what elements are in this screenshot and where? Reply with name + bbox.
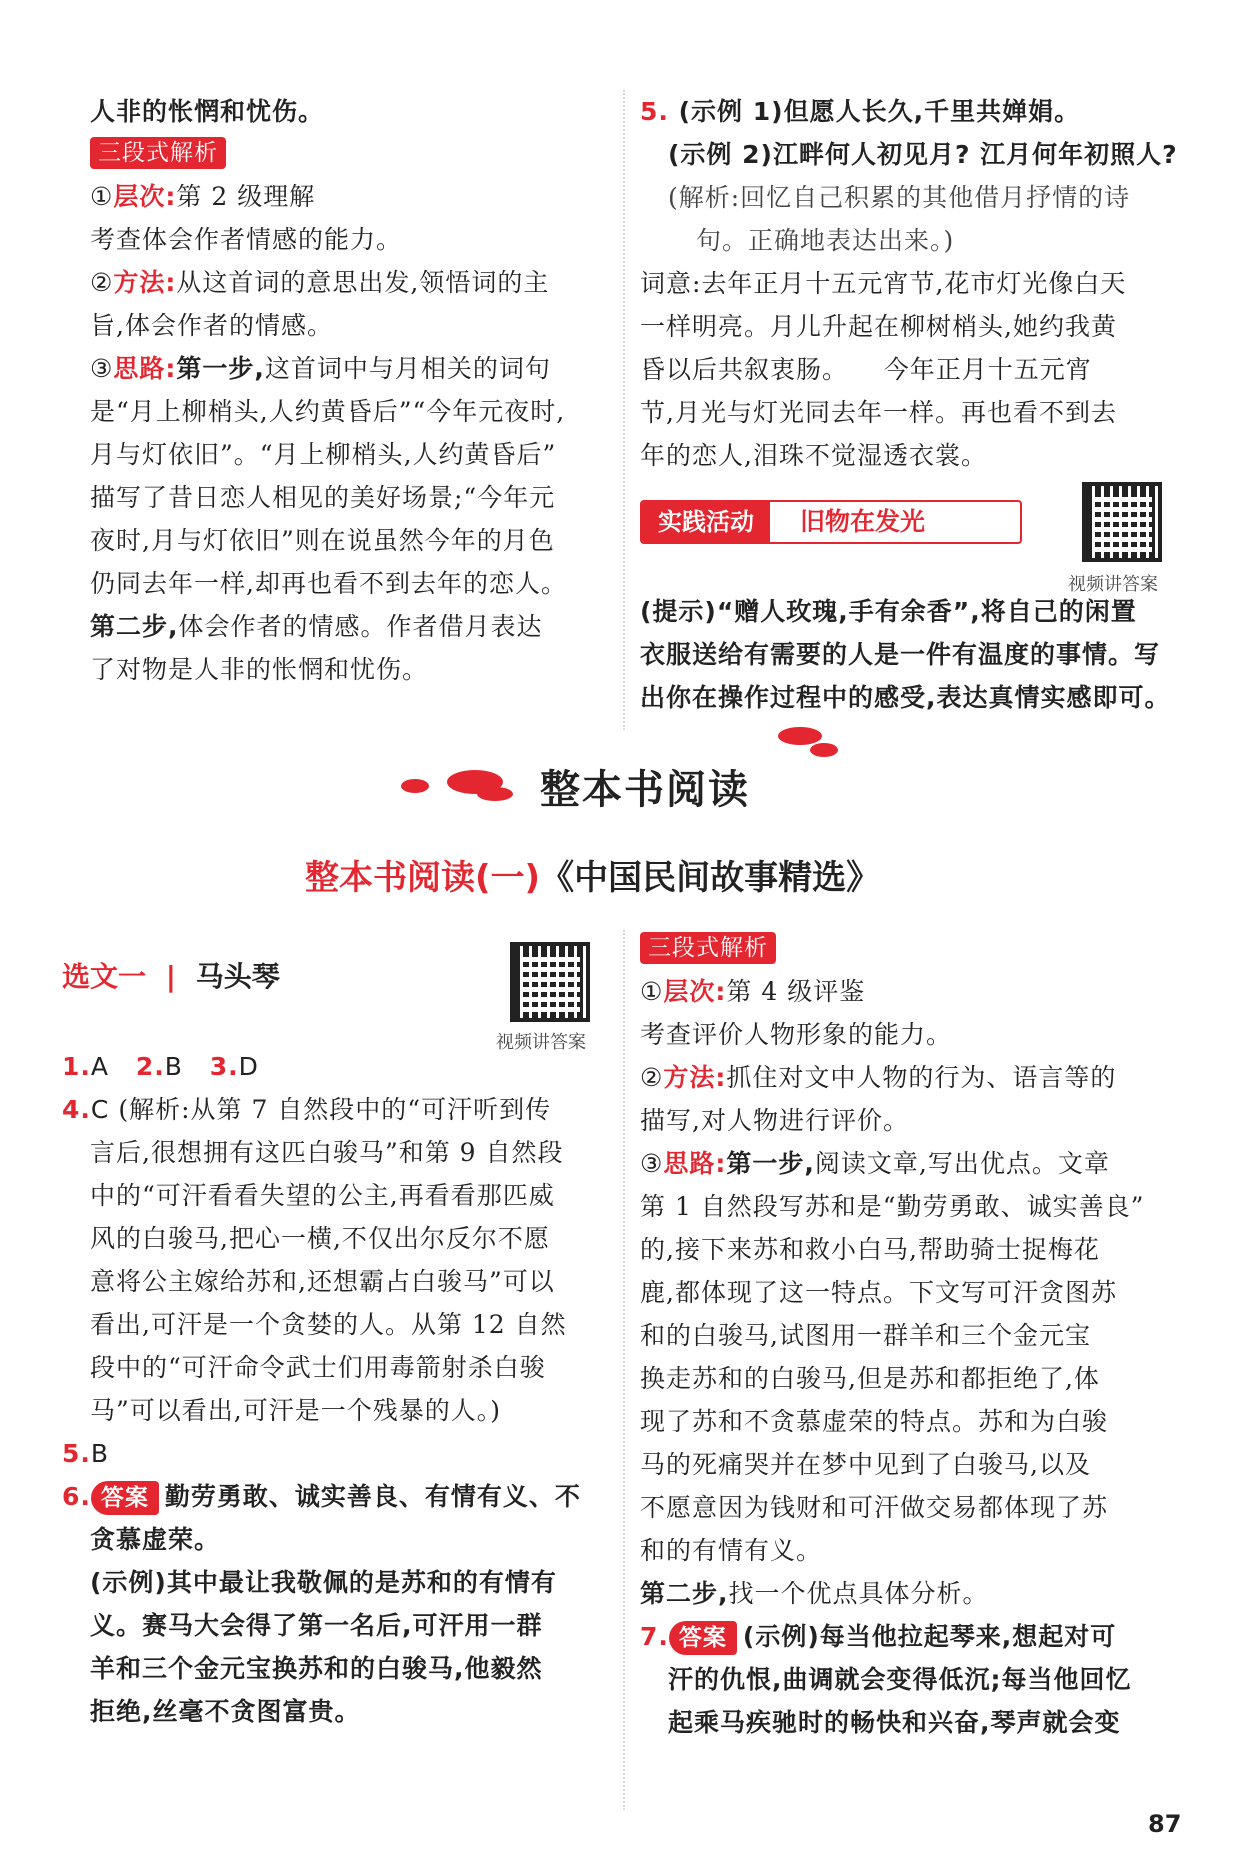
q6-example-2: 义。赛马大会得了第一名后,可汗用一群: [90, 1611, 543, 1640]
idea-line-2: 是“月上柳梢头,人约黄昏后”“今年元夜时,: [90, 397, 566, 426]
method-line-1: ②方法:从这首词的意思出发,领悟词的主: [90, 268, 550, 297]
q6-line-1: 6. 答案 勤劳勇敢、诚实善良、有情有义、不: [62, 1475, 607, 1518]
ciyi-line-2: 一样明亮。月儿升起在柳树梢头,她约我黄: [640, 312, 1117, 341]
choice-separator: |: [165, 960, 176, 993]
ciyi-line-3: 昏以后共叙衷肠。 今年正月十五元宵: [640, 355, 1092, 384]
q7-line-3: 起乘马疾驰时的畅快和兴奋,琴声就会变: [668, 1708, 1121, 1737]
idea-line-1: ③思路:第一步,这首词中与月相关的词句: [90, 354, 551, 383]
banner-title: 旧物在发光: [800, 507, 926, 536]
idea-step2-line-2: 了对物是人非的怅惘和忧伤。: [90, 655, 429, 684]
hint-block: [640, 590, 1180, 719]
q5-line-1: 5. (示例 1)但愿人长久,千里共婵娟。: [640, 97, 1081, 126]
q5-answer: 5.B: [62, 1439, 110, 1468]
rb-level-line: ①层次:第 4 级评鉴: [640, 977, 866, 1006]
rb-idea-line-2: 第 1 自然段写苏和是“勤劳勇敢、诚实善良”: [640, 1192, 1145, 1221]
q5-line-2: (示例 2)江畔何人初见月? 江月何年初照人?: [668, 140, 1178, 169]
choice-label: 选文一: [62, 960, 147, 993]
rb-method-line-2: 描写,对人物进行评价。: [640, 1106, 909, 1135]
choice-heading: [62, 955, 280, 995]
q6-line-2: 贪慕虚荣。: [90, 1525, 221, 1554]
rb-idea-line-9: 不愿意因为钱财和可汗做交易都体现了苏: [640, 1493, 1109, 1522]
continuation-line: 人非的怅惘和忧伤。: [90, 97, 325, 126]
bottom-column-divider: [623, 930, 625, 1810]
top-column-divider: [623, 90, 625, 730]
rb-idea-line-3: 的,接下来苏和救小白马,帮助骑士捉梅花: [640, 1235, 1100, 1264]
hint-line-1: (提示)“赠人玫瑰,手有余香”,将自己的闲置: [640, 597, 1137, 626]
q4-line-1: 4.C (解析:从第 7 自然段中的“可汗听到传: [62, 1095, 552, 1124]
q5-analysis-1: (解析:回忆自己积累的其他借月抒情的诗: [668, 183, 1131, 212]
q7-line-2: 汗的仇恨,曲调就会变得低沉;每当他回忆: [668, 1665, 1132, 1694]
rb-idea-line-1: ③思路:第一步,阅读文章,写出优点。文章: [640, 1149, 1110, 1178]
practice-banner: [640, 500, 1022, 544]
hint-line-3: 出你在操作过程中的感受,表达真情实感即可。: [640, 683, 1171, 712]
rb-idea-line-6: 换走苏和的白骏马,但是苏和都拒绝了,体: [640, 1364, 1100, 1393]
page-number: 87: [1148, 1810, 1182, 1838]
answers-1-3: 1.A 2.B 3.D: [62, 1052, 259, 1081]
q4-line-5: 意将公主嫁给苏和,还想霸占白骏马”可以: [90, 1267, 555, 1296]
rb-idea-line-5: 和的白骏马,试图用一群羊和三个金元宝: [640, 1321, 1091, 1350]
idea-line-6: 仍同去年一样,却再也看不到去年的恋人。: [90, 569, 567, 598]
ciyi-line-1: 词意:去年正月十五元宵节,花市灯光像白天: [640, 269, 1127, 298]
qr-label-2: 视频讲答案: [496, 1032, 586, 1053]
left-bottom-column: [62, 1045, 607, 1733]
idea-line-3: 月与灯依旧”。“月上柳梢头,人约黄昏后”: [90, 440, 557, 469]
q7-line-1: 7. 答案 (示例)每当他拉起琴来,想起对可: [640, 1615, 1185, 1658]
qr-code-icon-2[interactable]: [510, 942, 590, 1022]
ciyi-line-4: 节,月光与灯光同去年一样。再也看不到去: [640, 398, 1117, 427]
section-title: 整本书阅读: [540, 767, 750, 813]
ciyi-line-5: 年的恋人,泪珠不觉湿透衣裳。: [640, 441, 987, 470]
method-line-2: 旨,体会作者的情感。: [90, 311, 333, 340]
rb-idea-step2: 第二步,找一个优点具体分析。: [640, 1579, 989, 1608]
right-bottom-column: [640, 932, 1185, 1744]
qr-code-icon[interactable]: [1082, 482, 1162, 562]
qr-label: 视频讲答案: [1068, 574, 1158, 595]
analysis-tag-2: 三段式解析: [640, 932, 776, 964]
q5-analysis-2: 句。正确地表达出来。): [696, 226, 955, 255]
hint-line-2: 衣服送给有需要的人是一件有温度的事情。写: [640, 640, 1161, 669]
subtitle-black: 《中国民间故事精选》: [540, 858, 881, 898]
q6-example-1: (示例)其中最让我敬佩的是苏和的有情有: [90, 1568, 557, 1597]
q4-line-2: 言后,很想拥有这匹白骏马”和第 9 自然段: [90, 1138, 564, 1167]
level-desc: 考查体会作者情感的能力。: [90, 225, 403, 254]
answer-tag-2: 答案: [669, 1621, 737, 1655]
q6-example-3: 羊和三个金元宝换苏和的白骏马,他毅然: [90, 1654, 543, 1683]
level-line: ①层次:第 2 级理解: [90, 182, 316, 211]
rb-idea-line-10: 和的有情有义。: [640, 1536, 823, 1565]
idea-line-4: 描写了昔日恋人相见的美好场景;“今年元: [90, 483, 556, 512]
q4-line-3: 中的“可汗看看失望的公主,再看看那匹威: [90, 1181, 555, 1210]
rb-idea-line-8: 马的死痛哭并在梦中见到了白骏马,以及: [640, 1450, 1091, 1479]
q6-example-4: 拒绝,丝毫不贪图富贵。: [90, 1697, 361, 1726]
cloud-icon-right: [772, 722, 842, 762]
subtitle-red: 整本书阅读(一): [305, 858, 541, 898]
left-top-column: [90, 90, 610, 691]
q4-line-8: 马”可以看出,可汗是一个残暴的人。): [90, 1396, 501, 1425]
q4-line-4: 风的白骏马,把心一横,不仅出尔反尔不愿: [90, 1224, 550, 1253]
q4-line-7: 段中的“可汗命令武士们用毒箭射杀白骏: [90, 1353, 546, 1382]
analysis-tag: 三段式解析: [90, 137, 226, 169]
rb-idea-line-4: 鹿,都体现了这一特点。下文写可汗贪图苏: [640, 1278, 1117, 1307]
answer-tag: 答案: [91, 1481, 159, 1515]
idea-line-5: 夜时,月与灯依旧”则在说虽然今年的月色: [90, 526, 555, 555]
rb-method-line-1: ②方法:抓住对文中人物的行为、语言等的: [640, 1063, 1117, 1092]
rb-idea-line-7: 现了苏和不贪慕虚荣的特点。苏和为白骏: [640, 1407, 1109, 1436]
right-top-column: [640, 90, 1180, 477]
idea-step2-line-1: 第二步,体会作者的情感。作者借月表达: [90, 612, 543, 641]
choice-title: 马头琴: [195, 960, 280, 993]
rb-level-desc: 考查评价人物形象的能力。: [640, 1020, 953, 1049]
section-subtitle: [305, 850, 880, 899]
banner-label: 实践活动: [642, 502, 770, 542]
cloud-icon: [395, 762, 525, 806]
q4-line-6: 看出,可汗是一个贪婪的人。从第 12 自然: [90, 1310, 567, 1339]
